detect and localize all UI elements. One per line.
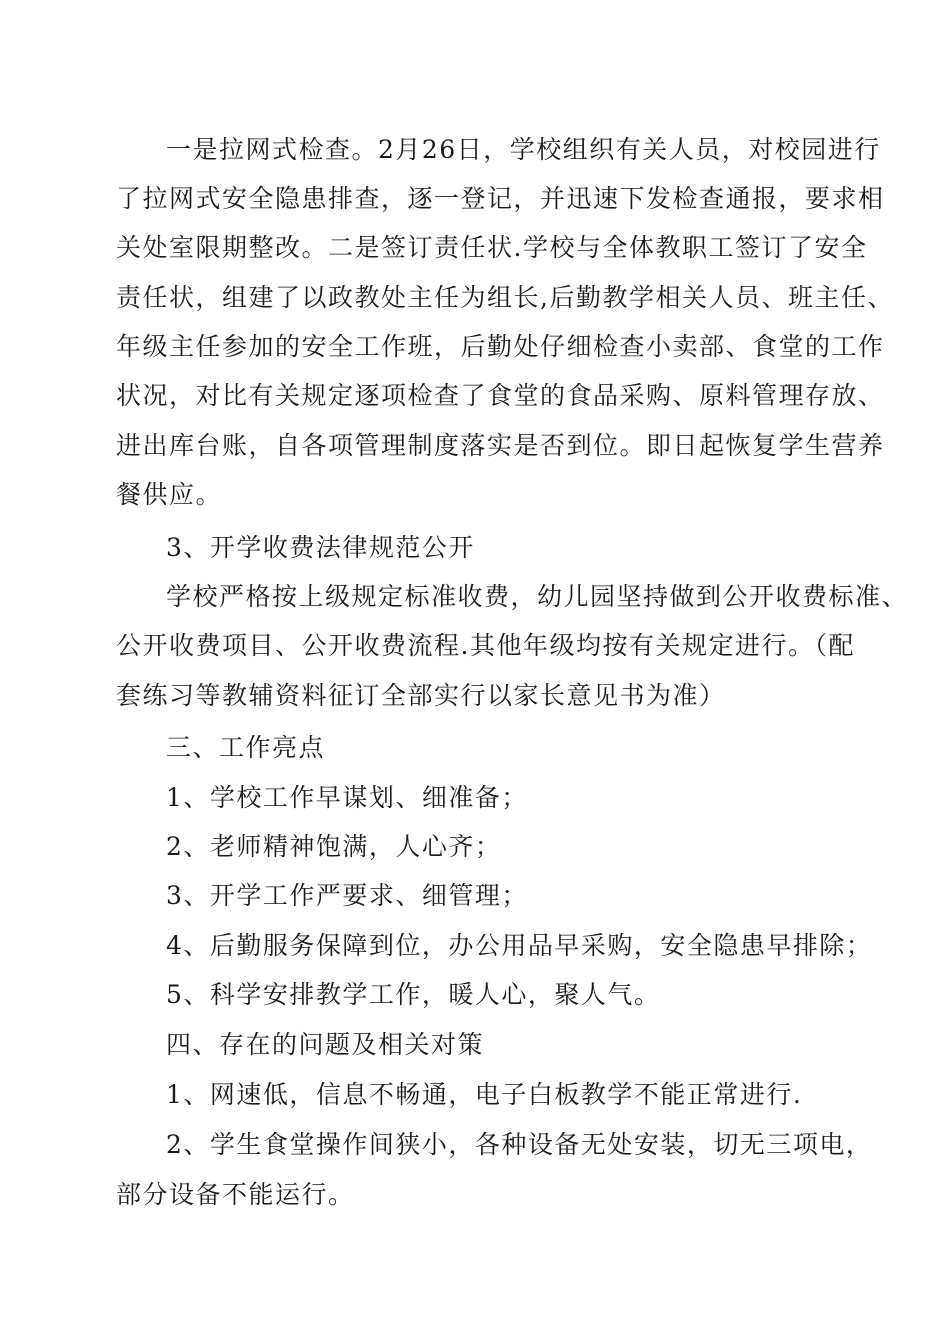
paragraph-line: 套练习等教辅资料征订全部实行以家长意见书为准） — [116, 681, 726, 710]
paragraph-line: 状况，对比有关规定逐项检查了食堂的食品采购、原料管理存放、 — [116, 381, 885, 410]
paragraph-line: 部分设备不能运行。 — [116, 1180, 355, 1209]
list-item: 2、学生食堂操作间狭小，各种设备无处安装，切无三项电， — [166, 1130, 873, 1159]
paragraph-line: 进出库台账，自各项管理制度落实是否到位。即日起恢复学生营养 — [116, 431, 885, 460]
section-heading: 三、工作亮点 — [166, 733, 326, 762]
paragraph-line: 公开收费项目、公开收费流程.其他年级均按有关规定进行。（配 — [116, 631, 855, 660]
list-item: 1、网速低，信息不畅通，电子白板教学不能正常进行. — [166, 1080, 803, 1109]
list-item: 5、科学安排教学工作，暖人心，聚人气。 — [166, 980, 661, 1009]
list-item: 3、开学工作严要求、细管理； — [166, 881, 528, 910]
paragraph-line: 年级主任参加的安全工作班，后勤处仔细检查小卖部、食堂的工作 — [116, 332, 885, 361]
list-item: 4、后勤服务保障到位，办公用品早采购，安全隐患早排除； — [166, 931, 873, 960]
paragraph-line: 了拉网式安全隐患排查，逐一登记，并迅速下发检查通报，要求相 — [116, 184, 885, 213]
list-item: 2、老师精神饱满，人心齐； — [166, 832, 502, 861]
paragraph-line: 关处室限期整改。二是签订责任状.学校与全体教职工签订了安全 — [116, 233, 868, 262]
paragraph-line: 一是拉网式检查。2月26日，学校组织有关人员，对校园进行 — [166, 135, 881, 164]
paragraph-line: 学校严格按上级规定标准收费，幼儿园坚持做到公开收费标准、 — [166, 582, 909, 611]
list-item: 1、学校工作早谋划、细准备； — [166, 783, 528, 812]
section-heading: 四、存在的问题及相关对策 — [166, 1030, 485, 1059]
paragraph-line: 餐供应。 — [116, 480, 223, 509]
section-heading: 3、开学收费法律规范公开 — [166, 533, 475, 562]
paragraph-line: 责任状，组建了以政教处主任为组长,后勤教学相关人员、班主任、 — [116, 283, 894, 312]
